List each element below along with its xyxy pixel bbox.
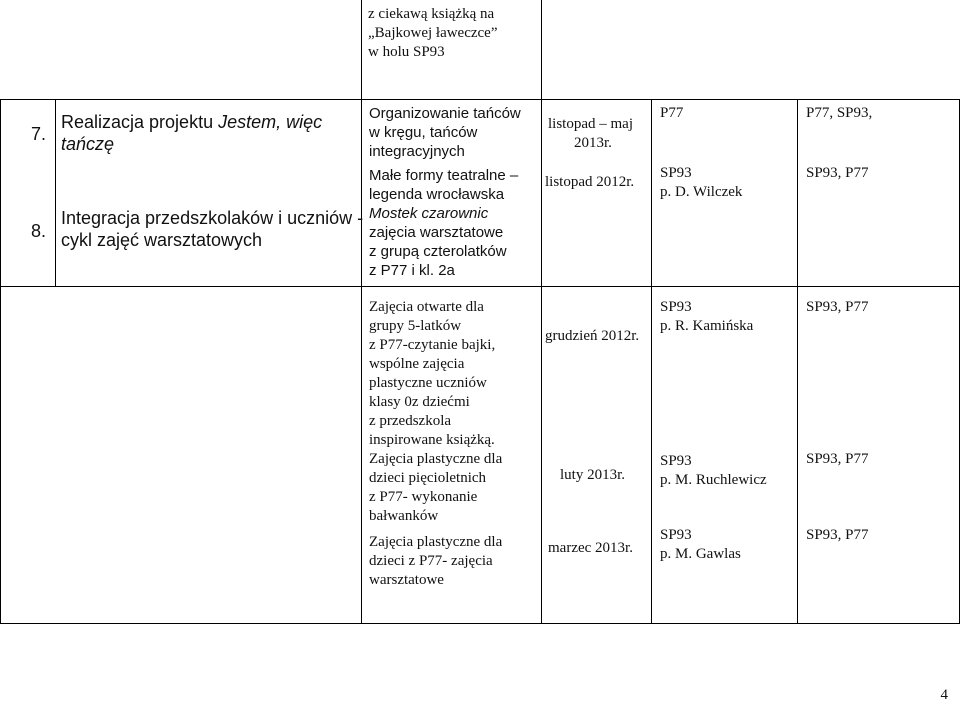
activity-5-line2: dzieci z P77- zajęcia <box>369 553 493 569</box>
table-bottom-border <box>0 623 960 624</box>
activity-3-line5: plastyczne uczniów <box>369 375 487 391</box>
activity-1-line3: integracyjnych <box>369 143 465 160</box>
top-cell-line-3: w holu SP93 <box>368 44 445 60</box>
activity-2-line5: z P77 i kl. 2a <box>369 262 455 279</box>
row-7-title-italic: Jestem, więc <box>218 112 323 132</box>
activity-1-line2: w kręgu, tańców <box>369 124 478 141</box>
activity-5-line3: warsztatowe <box>369 572 444 588</box>
activity-2-line3: zajęcia warsztatowe <box>369 224 504 241</box>
activity-3-line6: klasy 0z dziećmi <box>369 394 470 410</box>
activity-3-line2: grupy 5-latków <box>369 318 462 334</box>
top-cell-line-1: z ciekawą książką na <box>368 6 495 22</box>
date-1b: 2013r. <box>574 135 612 151</box>
table-top-border <box>0 99 960 100</box>
responsible-3a: SP93 <box>660 299 692 315</box>
row-7-title-line2: tańczę <box>61 134 115 154</box>
responsible-2a: SP93 <box>660 165 692 181</box>
row-number-7: 7. <box>31 124 47 144</box>
activity-3-line1: Zajęcia otwarte dla <box>369 299 484 315</box>
date-2: listopad 2012r. <box>545 174 635 190</box>
responsible-2b: p. D. Wilczek <box>660 184 743 200</box>
top-cell-line-2: „Bajkowej ławeczce” <box>368 25 498 41</box>
activity-2-italic: Mostek czarownic <box>369 205 489 222</box>
responsible-4a: SP93 <box>660 453 692 469</box>
border-top-left <box>361 0 362 99</box>
responsible-5b: p. M. Gawlas <box>660 546 741 562</box>
activity-4-line3: z P77- wykonanie <box>369 489 478 505</box>
col-border-3 <box>541 99 542 624</box>
activity-4-line2: dzieci pięcioletnich <box>369 470 487 486</box>
col-border-5 <box>797 99 798 624</box>
row-8-title-line2: cykl zajęć warsztatowych <box>61 230 263 250</box>
date-5: marzec 2013r. <box>548 540 633 556</box>
responsible-4b: p. M. Ruchlewicz <box>660 472 767 488</box>
row-7-title-text: Realizacja projektu <box>61 112 219 132</box>
responsible-3b: p. R. Kamińska <box>660 318 754 334</box>
activity-3-line4: wspólne zajęcia <box>369 356 465 372</box>
activity-1-line1: Organizowanie tańców <box>369 105 521 122</box>
col-border-1 <box>55 99 56 287</box>
activity-2-line1: Małe formy teatralne – <box>369 167 519 184</box>
row-8-title-line1: Integracja przedszkolaków i uczniów - <box>61 208 364 228</box>
participants-5: SP93, P77 <box>806 527 869 543</box>
responsible-5a: SP93 <box>660 527 692 543</box>
activity-2-line4: z grupą czterolatków <box>369 243 507 260</box>
participants-4: SP93, P77 <box>806 451 869 467</box>
responsible-1: P77 <box>660 105 684 121</box>
participants-2: SP93, P77 <box>806 165 869 181</box>
page-number: 4 <box>940 687 948 703</box>
activity-3-line8: inspirowane książką. <box>369 432 495 448</box>
activity-3-line7: z przedszkola <box>369 413 452 429</box>
date-3: grudzień 2012r. <box>545 328 640 344</box>
activity-5-line1: Zajęcia plastyczne dla <box>369 534 503 550</box>
row-number-8: 8. <box>31 221 47 241</box>
col-border-4 <box>651 99 652 624</box>
activity-2-line2: legenda wrocławska <box>369 186 505 203</box>
activity-4-line4: bałwanków <box>369 508 439 524</box>
border-top-right <box>541 0 542 99</box>
table-row-divider <box>0 286 960 287</box>
date-4: luty 2013r. <box>560 467 626 483</box>
participants-1: P77, SP93, <box>806 105 873 121</box>
date-1a: listopad – maj <box>548 116 633 132</box>
col-border-2 <box>361 99 362 624</box>
activity-4-line1: Zajęcia plastyczne dla <box>369 451 503 467</box>
participants-3: SP93, P77 <box>806 299 869 315</box>
activity-3-line3: z P77-czytanie bajki, <box>369 337 496 353</box>
row-7-title-line1 <box>61 111 322 133</box>
col-border-left <box>0 99 1 624</box>
